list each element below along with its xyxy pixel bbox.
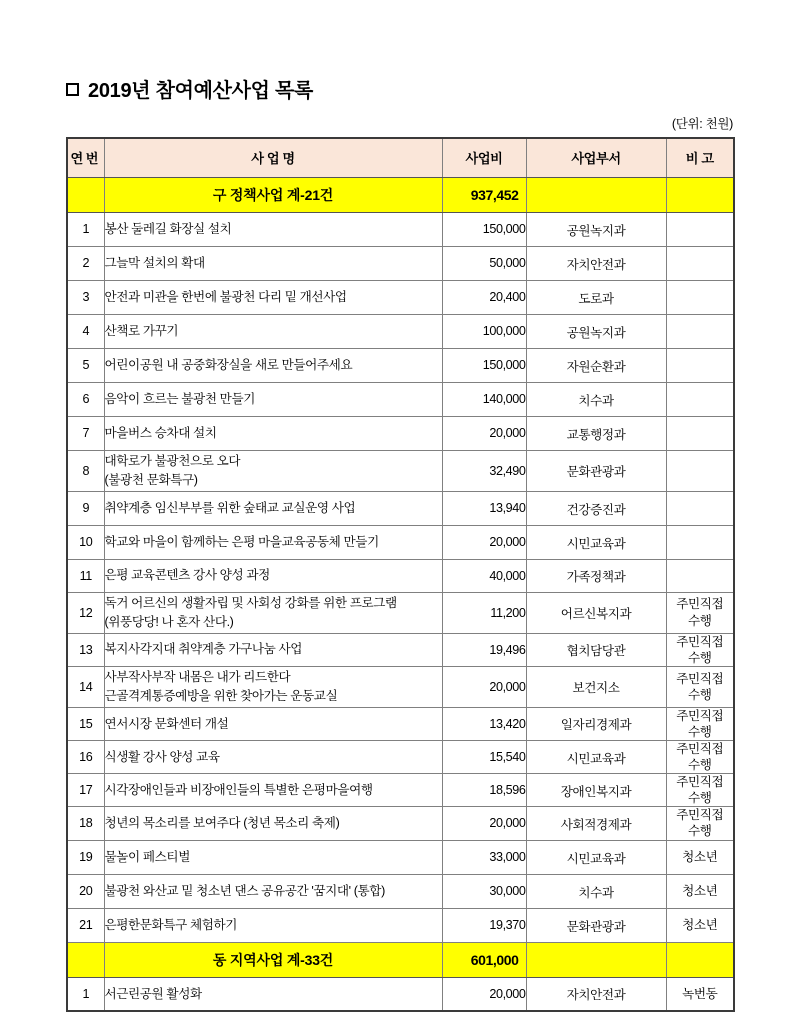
row-no: 3 bbox=[67, 280, 104, 314]
row-cost: 18,596 bbox=[442, 774, 526, 807]
row-note-line2: 수행 bbox=[687, 824, 712, 839]
summary-no-cell bbox=[67, 942, 104, 977]
row-no: 14 bbox=[67, 666, 104, 707]
table-row bbox=[67, 908, 734, 942]
row-dept: 자원순환과 bbox=[526, 348, 666, 382]
row-dept: 장애인복지과 bbox=[526, 774, 666, 807]
table-row bbox=[67, 280, 734, 314]
row-name-line1: 독거 어르신의 생활자립 및 사회성 강화를 위한 프로그램 bbox=[104, 596, 397, 611]
row-name-line2: (위풍당당! 나 혼자 산다.) bbox=[104, 614, 234, 629]
row-no: 19 bbox=[67, 840, 104, 874]
row-cost: 11,200 bbox=[442, 592, 526, 633]
row-note bbox=[666, 633, 734, 666]
row-dept: 사회적경제과 bbox=[526, 807, 666, 840]
row-no: 1 bbox=[67, 977, 104, 1011]
row-name-line1: 사부작사부작 내몸은 내가 리드한다 bbox=[104, 670, 291, 685]
unit-note: (단위: 천원) bbox=[671, 117, 733, 131]
row-note bbox=[666, 280, 734, 314]
row-dept: 도로과 bbox=[526, 280, 666, 314]
row-cost: 20,000 bbox=[442, 525, 526, 559]
column-header-dept: 사업부서 bbox=[526, 138, 666, 177]
row-note bbox=[666, 807, 734, 840]
table-row bbox=[67, 246, 734, 280]
row-note-line1: 주민직접 bbox=[676, 808, 724, 823]
column-header-cost: 사업비 bbox=[442, 138, 526, 177]
row-cost: 20,000 bbox=[442, 666, 526, 707]
row-cost: 50,000 bbox=[442, 246, 526, 280]
column-header-no: 연번 bbox=[67, 138, 104, 177]
row-dept: 시민교육과 bbox=[526, 740, 666, 773]
row-name: 은평한문화특구 체험하기 bbox=[104, 908, 442, 942]
table-row bbox=[67, 491, 734, 525]
row-cost: 20,000 bbox=[442, 416, 526, 450]
row-no: 7 bbox=[67, 416, 104, 450]
row-cost: 33,000 bbox=[442, 840, 526, 874]
page-title bbox=[66, 74, 313, 103]
row-dept: 시민교육과 bbox=[526, 525, 666, 559]
row-note-line1: 주민직접 bbox=[676, 708, 724, 723]
table-row bbox=[67, 977, 734, 1011]
summary-dept-cell bbox=[526, 177, 666, 212]
row-note: 청소년 bbox=[666, 908, 734, 942]
row-cost: 150,000 bbox=[442, 212, 526, 246]
budget-table bbox=[66, 137, 735, 1012]
row-dept: 협치담당관 bbox=[526, 633, 666, 666]
row-cost: 150,000 bbox=[442, 348, 526, 382]
row-cost: 30,000 bbox=[442, 874, 526, 908]
table-row bbox=[67, 314, 734, 348]
table-row bbox=[67, 525, 734, 559]
row-note-line2: 수행 bbox=[687, 687, 712, 702]
budget-table-container bbox=[66, 137, 733, 1012]
column-header-name: 사 업 명 bbox=[104, 138, 442, 177]
row-note-line2: 수행 bbox=[687, 758, 712, 773]
row-cost: 20,400 bbox=[442, 280, 526, 314]
row-name: 어린이공원 내 공중화장실을 새로 만들어주세요 bbox=[104, 348, 442, 382]
row-cost: 13,940 bbox=[442, 491, 526, 525]
row-note bbox=[666, 707, 734, 740]
row-note-line2: 수행 bbox=[687, 613, 712, 628]
row-name bbox=[104, 450, 442, 491]
row-note bbox=[666, 592, 734, 633]
row-no: 13 bbox=[67, 633, 104, 666]
table-row bbox=[67, 740, 734, 773]
row-note bbox=[666, 491, 734, 525]
row-name-line2: (불광천 문화특구) bbox=[104, 472, 198, 487]
column-header-note: 비 고 bbox=[666, 138, 734, 177]
row-dept: 시민교육과 bbox=[526, 840, 666, 874]
row-no: 4 bbox=[67, 314, 104, 348]
row-name: 불광천 와산교 밑 청소년 댄스 공유공간 '꿈지대' (통합) bbox=[104, 874, 442, 908]
row-note-line2: 수행 bbox=[687, 724, 712, 739]
row-no: 21 bbox=[67, 908, 104, 942]
table-row bbox=[67, 633, 734, 666]
row-name: 음악이 흐르는 불광천 만들기 bbox=[104, 382, 442, 416]
row-note bbox=[666, 382, 734, 416]
row-note: 녹번동 bbox=[666, 977, 734, 1011]
table-row bbox=[67, 874, 734, 908]
row-note-line1: 주민직접 bbox=[676, 634, 724, 649]
row-dept: 일자리경제과 bbox=[526, 707, 666, 740]
row-dept: 문화관광과 bbox=[526, 908, 666, 942]
summary-name-policy: 구 정책사업 계-21건 bbox=[104, 177, 442, 212]
row-dept: 공원녹지과 bbox=[526, 212, 666, 246]
row-name-line1: 대학로가 불광천으로 오다 bbox=[104, 454, 241, 469]
summary-row-policy bbox=[67, 177, 734, 212]
row-no: 11 bbox=[67, 559, 104, 592]
row-name: 서근린공원 활성화 bbox=[104, 977, 442, 1011]
row-note bbox=[666, 525, 734, 559]
row-name: 봉산 둘레길 화장실 설치 bbox=[104, 212, 442, 246]
row-cost: 20,000 bbox=[442, 977, 526, 1011]
row-name bbox=[104, 592, 442, 633]
row-note-line1: 주민직접 bbox=[676, 597, 724, 612]
row-name: 산책로 가꾸기 bbox=[104, 314, 442, 348]
row-no: 17 bbox=[67, 774, 104, 807]
row-note bbox=[666, 314, 734, 348]
row-name: 연서시장 문화센터 개설 bbox=[104, 707, 442, 740]
row-note bbox=[666, 559, 734, 592]
row-cost: 20,000 bbox=[442, 807, 526, 840]
row-no: 6 bbox=[67, 382, 104, 416]
row-name: 마을버스 승차대 설치 bbox=[104, 416, 442, 450]
row-name: 안전과 미관을 한번에 불광천 다리 밑 개선사업 bbox=[104, 280, 442, 314]
row-name: 시각장애인들과 비장애인들의 특별한 은평마을여행 bbox=[104, 774, 442, 807]
row-note-line2: 수행 bbox=[687, 791, 712, 806]
table-row bbox=[67, 807, 734, 840]
row-no: 12 bbox=[67, 592, 104, 633]
row-note bbox=[666, 348, 734, 382]
row-no: 2 bbox=[67, 246, 104, 280]
row-no: 1 bbox=[67, 212, 104, 246]
row-no: 5 bbox=[67, 348, 104, 382]
row-name: 은평 교육콘텐츠 강사 양성 과정 bbox=[104, 559, 442, 592]
row-cost: 40,000 bbox=[442, 559, 526, 592]
row-cost: 19,370 bbox=[442, 908, 526, 942]
row-name: 물놀이 페스티벌 bbox=[104, 840, 442, 874]
row-dept: 보건지소 bbox=[526, 666, 666, 707]
row-name: 식생활 강사 양성 교육 bbox=[104, 740, 442, 773]
row-note-line1: 주민직접 bbox=[676, 775, 724, 790]
row-no: 9 bbox=[67, 491, 104, 525]
table-row bbox=[67, 774, 734, 807]
summary-no-cell bbox=[67, 177, 104, 212]
table-row bbox=[67, 666, 734, 707]
row-dept: 가족정책과 bbox=[526, 559, 666, 592]
table-row bbox=[67, 559, 734, 592]
row-name: 취약계층 임신부부를 위한 숲태교 교실운영 사업 bbox=[104, 491, 442, 525]
row-note-line1: 주민직접 bbox=[676, 741, 724, 756]
table-row bbox=[67, 450, 734, 491]
page-title-text: 2019년 참여예산사업 목록 bbox=[88, 80, 313, 102]
row-dept: 어르신복지과 bbox=[526, 592, 666, 633]
table-row bbox=[67, 212, 734, 246]
row-dept: 공원녹지과 bbox=[526, 314, 666, 348]
row-note bbox=[666, 416, 734, 450]
row-dept: 자치안전과 bbox=[526, 246, 666, 280]
row-no: 16 bbox=[67, 740, 104, 773]
row-dept: 자치안전과 bbox=[526, 977, 666, 1011]
table-row bbox=[67, 707, 734, 740]
table-body bbox=[67, 177, 734, 1011]
row-cost: 32,490 bbox=[442, 450, 526, 491]
summary-name-district: 동 지역사업 계-33건 bbox=[104, 942, 442, 977]
row-note: 청소년 bbox=[666, 840, 734, 874]
row-no: 10 bbox=[67, 525, 104, 559]
square-bullet-icon bbox=[66, 83, 79, 96]
table-row bbox=[67, 840, 734, 874]
summary-note-cell bbox=[666, 942, 734, 977]
row-cost: 140,000 bbox=[442, 382, 526, 416]
row-dept: 치수과 bbox=[526, 382, 666, 416]
table-row bbox=[67, 416, 734, 450]
table-row bbox=[67, 348, 734, 382]
row-note: 청소년 bbox=[666, 874, 734, 908]
row-note bbox=[666, 450, 734, 491]
row-name: 청년의 목소리를 보여주다 (청년 목소리 축제) bbox=[104, 807, 442, 840]
table-row bbox=[67, 382, 734, 416]
row-dept: 교통행정과 bbox=[526, 416, 666, 450]
row-note bbox=[666, 246, 734, 280]
row-name bbox=[104, 666, 442, 707]
row-name: 복지사각지대 취약계층 가구나눔 사업 bbox=[104, 633, 442, 666]
summary-row-district bbox=[67, 942, 734, 977]
summary-dept-cell bbox=[526, 942, 666, 977]
table-row bbox=[67, 592, 734, 633]
row-cost: 100,000 bbox=[442, 314, 526, 348]
row-cost: 15,540 bbox=[442, 740, 526, 773]
row-cost: 19,496 bbox=[442, 633, 526, 666]
row-note-line1: 주민직접 bbox=[676, 671, 724, 686]
row-dept: 치수과 bbox=[526, 874, 666, 908]
row-no: 15 bbox=[67, 707, 104, 740]
summary-note-cell bbox=[666, 177, 734, 212]
row-name-line2: 근골격계통증예방을 위한 찾아가는 운동교실 bbox=[104, 688, 338, 703]
row-note bbox=[666, 740, 734, 773]
summary-cost-policy: 937,452 bbox=[442, 177, 526, 212]
row-dept: 건강증진과 bbox=[526, 491, 666, 525]
table-header-row bbox=[67, 138, 734, 177]
row-note-line2: 수행 bbox=[687, 650, 712, 665]
row-dept: 문화관광과 bbox=[526, 450, 666, 491]
row-name: 학교와 마을이 함께하는 은평 마을교육공동체 만들기 bbox=[104, 525, 442, 559]
row-no: 18 bbox=[67, 807, 104, 840]
row-no: 8 bbox=[67, 450, 104, 491]
row-note bbox=[666, 212, 734, 246]
summary-cost-district: 601,000 bbox=[442, 942, 526, 977]
row-cost: 13,420 bbox=[442, 707, 526, 740]
row-note bbox=[666, 666, 734, 707]
row-no: 20 bbox=[67, 874, 104, 908]
row-name: 그늘막 설치의 확대 bbox=[104, 246, 442, 280]
row-note bbox=[666, 774, 734, 807]
